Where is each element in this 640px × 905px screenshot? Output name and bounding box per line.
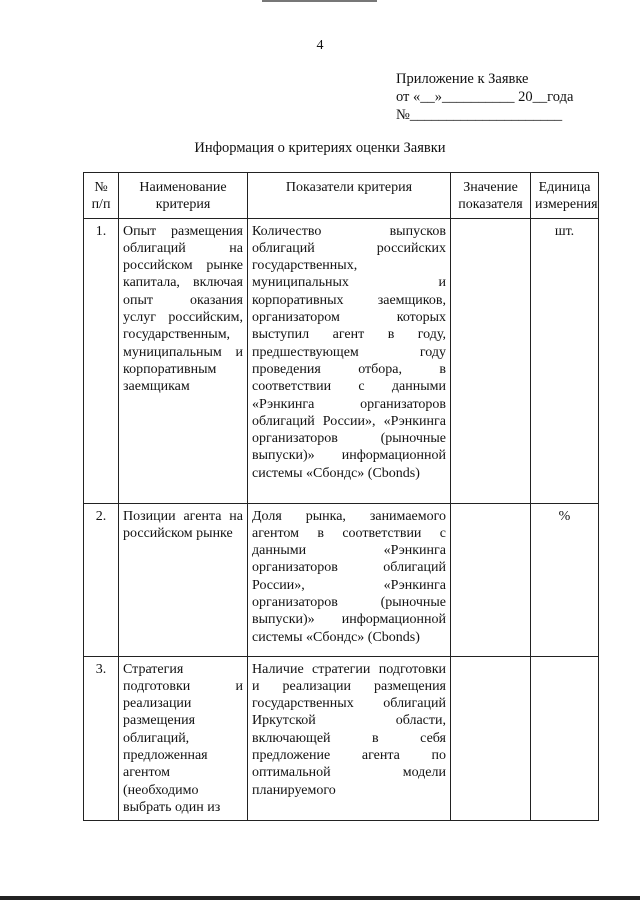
header-num: № п/п — [84, 173, 119, 219]
header-indicators: Показатели критерия — [248, 173, 451, 219]
appendix-number-line: №_____________________ — [396, 107, 563, 123]
table-row — [84, 656, 599, 821]
indicator-value[interactable] — [451, 218, 531, 503]
unit-of-measure — [531, 656, 599, 821]
unit-of-measure: % — [531, 503, 599, 656]
top-rule — [262, 0, 377, 2]
document-title: Информация о критериях оценки Заявки — [194, 140, 446, 156]
criterion-indicators: Наличие стратегии подготовки и реализации размещения государственных облигаций Иркутской области, включающей в себя предложение агента по оптимальной модели планируемого — [248, 656, 451, 821]
appendix-block — [396, 70, 573, 124]
header-unit: Единица измерения — [531, 173, 599, 219]
page-number: 4 — [316, 38, 324, 53]
criterion-indicators: Количество выпусков облигаций российских государственных, муниципальных и корпоративных заемщиков, организатором которых выступил агент в году, предшествующем году проведения отбора, в соответствии с данными «Рэнкинга организаторов облигаций России», «Рэнкинга организаторов (рыночные выпуски)» информационной системы «Cбондс» (Cbonds) — [248, 218, 451, 503]
indicator-value[interactable] — [451, 503, 531, 656]
row-num: 2. — [84, 503, 119, 656]
criterion-indicators: Доля рынка, занимаемого агентом в соответствии с данными «Рэнкинга организаторов облигаций России», «Рэнкинга организаторов (рыночные выпуски)» информационной системы «Cбондс» (Cbonds) — [248, 503, 451, 656]
criterion-name: Стратегия подготовки и реализации размещения облигаций, предложенная агентом (необходимо выбрать один из — [119, 656, 248, 821]
header-name: Наименование критерия — [119, 173, 248, 219]
appendix-title: Приложение к Заявке — [396, 71, 529, 87]
row-num: 1. — [84, 218, 119, 503]
criterion-name: Позиции агента на российском рынке — [119, 503, 248, 656]
bottom-edge-rule — [0, 896, 640, 900]
indicator-value[interactable] — [451, 656, 531, 821]
table-header-row — [84, 173, 599, 219]
criteria-table — [83, 172, 599, 821]
header-value: Значение показателя — [451, 173, 531, 219]
unit-of-measure: шт. — [531, 218, 599, 503]
row-num: 3. — [84, 656, 119, 821]
criterion-name: Опыт размещения облигаций на российском рынке капитала, включая опыт оказания услуг российским, государственным, муниципальным и корпоративным заемщикам — [119, 218, 248, 503]
appendix-date-line: от «__»__________ 20__года — [396, 89, 574, 105]
table-row — [84, 218, 599, 503]
table-row — [84, 503, 599, 656]
